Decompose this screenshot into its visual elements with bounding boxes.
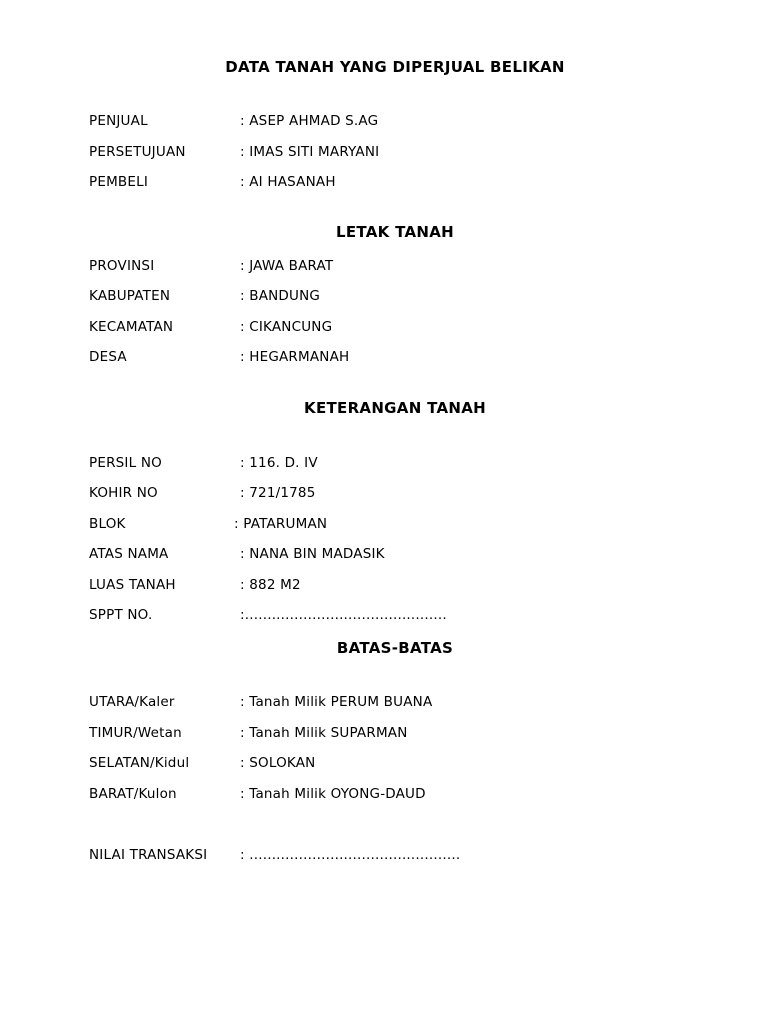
field-value: : PATARUMAN — [234, 516, 328, 532]
field-value: : Tanah Milik PERUM BUANA — [240, 694, 433, 710]
field-label: KOHIR NO — [89, 485, 158, 501]
field-value: : NANA BIN MADASIK — [240, 546, 385, 562]
field-value: :............................................. — [240, 607, 447, 623]
field-label: PEMBELI — [89, 174, 149, 190]
field-value: : Tanah Milik OYONG-DAUD — [240, 786, 426, 802]
field-label: ATAS NAMA — [89, 546, 169, 562]
field-value: : ............................................... — [240, 847, 461, 863]
field-label: PROVINSI — [89, 258, 155, 274]
section-heading-keterangan-tanah: KETERANGAN TANAH — [304, 399, 486, 417]
field-value: : 882 M2 — [240, 577, 301, 593]
field-label: UTARA/Kaler — [89, 694, 175, 710]
field-label: PERSETUJUAN — [89, 144, 186, 160]
field-label: SPPT NO. — [89, 607, 153, 623]
field-label: DESA — [89, 349, 127, 365]
field-value: : SOLOKAN — [240, 755, 316, 771]
field-label: KECAMATAN — [89, 319, 174, 335]
field-value: : 116. D. IV — [240, 455, 318, 471]
field-value: : AI HASANAH — [240, 174, 336, 190]
field-label: BARAT/Kulon — [89, 786, 177, 802]
field-label: PERSIL NO — [89, 455, 162, 471]
section-heading-letak-tanah: LETAK TANAH — [335, 223, 455, 241]
field-value: : IMAS SITI MARYANI — [240, 144, 380, 160]
field-value: : BANDUNG — [240, 288, 321, 304]
field-value: : ASEP AHMAD S.AG — [240, 113, 379, 129]
document-title: DATA TANAH YANG DIPERJUAL BELIKAN — [225, 58, 565, 76]
field-label: SELATAN/Kidul — [89, 755, 190, 771]
section-heading-batas-batas: BATAS-BATAS — [336, 639, 454, 657]
field-label: PENJUAL — [89, 113, 148, 129]
field-label: KABUPATEN — [89, 288, 171, 304]
field-value: : HEGARMANAH — [240, 349, 350, 365]
field-label: TIMUR/Wetan — [89, 725, 182, 741]
field-value: : 721/1785 — [240, 485, 316, 501]
field-value: : JAWA BARAT — [240, 258, 334, 274]
field-value: : Tanah Milik SUPARMAN — [240, 725, 408, 741]
field-label: LUAS TANAH — [89, 577, 176, 593]
field-value: : CIKANCUNG — [240, 319, 333, 335]
field-label: NILAI TRANSAKSI — [89, 847, 208, 863]
field-label: BLOK — [89, 516, 126, 532]
